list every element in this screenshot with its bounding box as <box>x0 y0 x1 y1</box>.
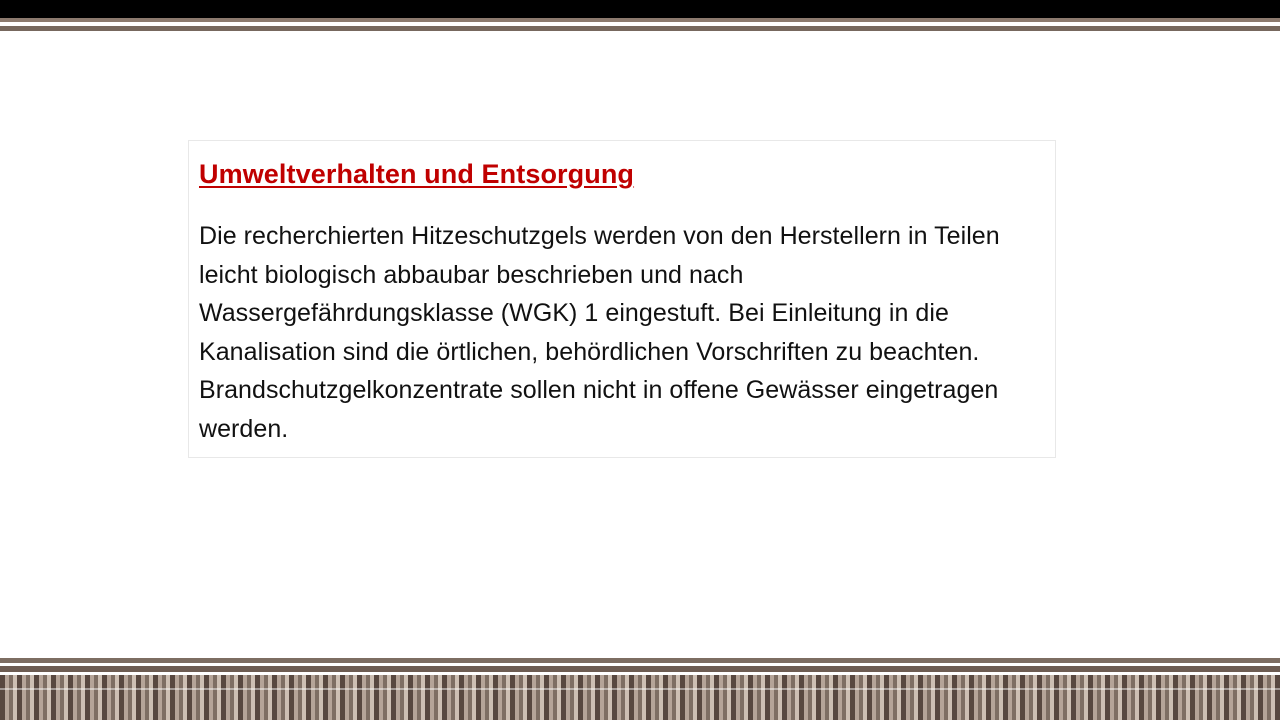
slide-body-text: Die recherchierten Hitzeschutzgels werden von den Herstellern in Teilen leicht biologisch abbaubar beschrieben und nach Wassergefährdungsklasse (WGK) 1 eingestuft. Bei Einleitung in die Kanalisation sind die örtlichen, behördlichen Vorschriften zu beachten. Brandschutzgelkonzentrate sollen nicht in offene Gewässer eingetragen werden. <box>199 222 1000 443</box>
content-text-box <box>188 140 1056 458</box>
slide-heading: Umweltverhalten und Entsorgung <box>199 159 635 189</box>
top-decorative-band <box>0 0 1280 34</box>
top-band-stripe-1 <box>0 18 1280 22</box>
bottom-band-highlight-line <box>0 688 1280 690</box>
top-band-stripe-4 <box>0 31 1280 34</box>
bottom-decorative-band <box>0 658 1280 720</box>
bottom-band-pattern <box>0 675 1280 720</box>
top-band-black-bar <box>0 0 1280 18</box>
